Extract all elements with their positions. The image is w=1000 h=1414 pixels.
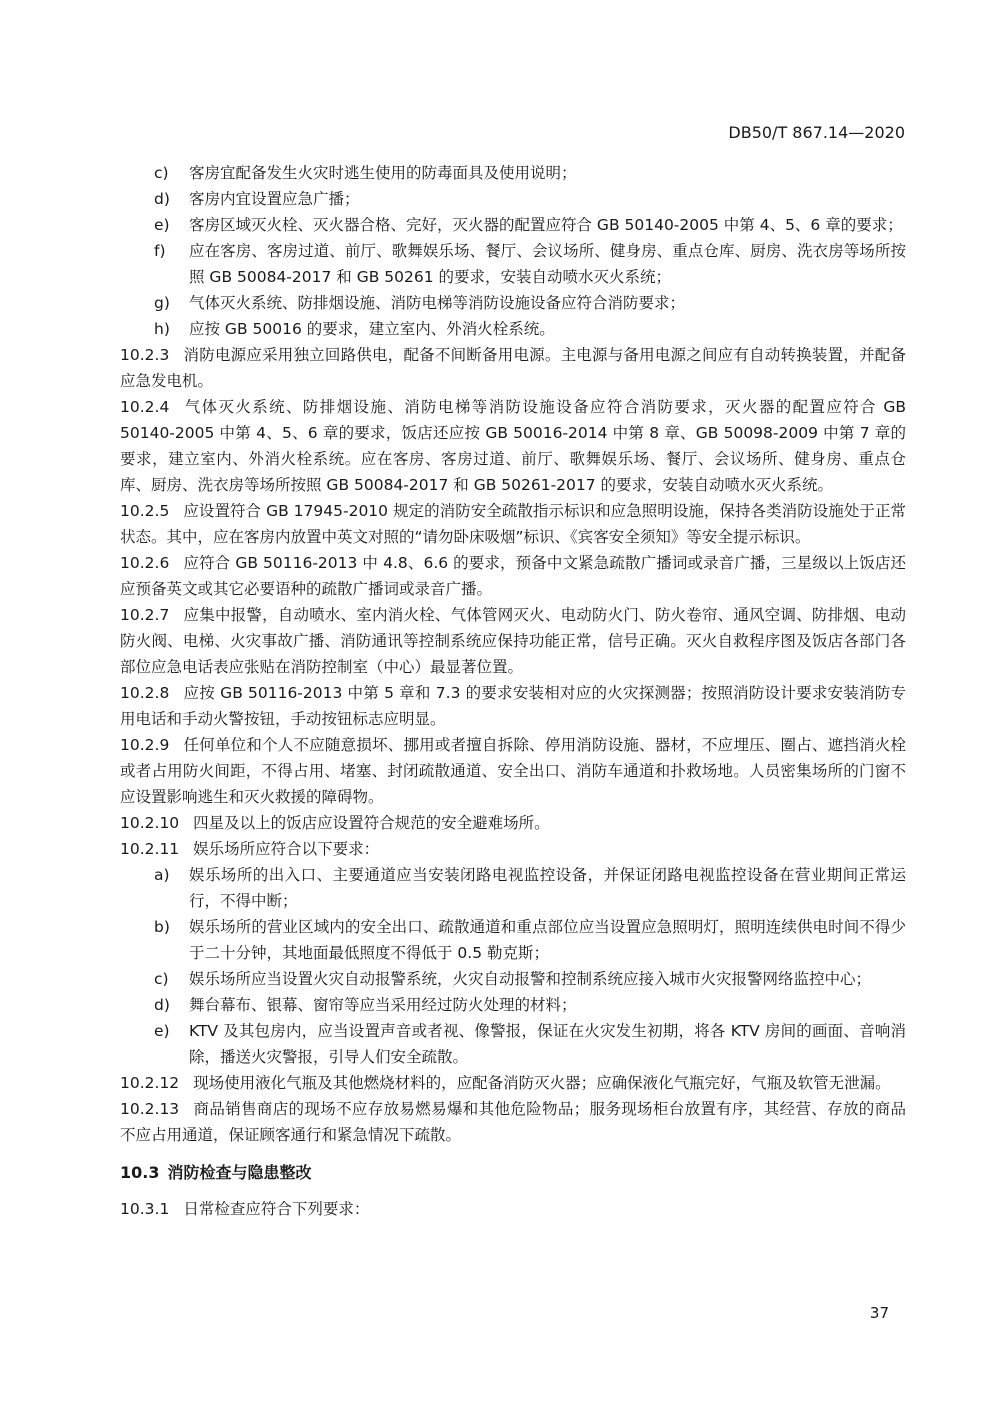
section-number: 10.3 [120,1163,160,1182]
list-block-1 [120,160,906,342]
clause-number: 10.2.6 [120,554,170,572]
clause-text: 应按 GB 50116-2013 中第 5 章和 7.3 的要求安装相对应的火灾探测器；按照消防设计要求安装消防专用电话和手动火警按钮，手动按钮标志应明显。 [120,684,906,728]
clause-number: 10.2.13 [120,1100,180,1118]
clause-number: 10.2.11 [120,840,180,858]
list-item-text: KTV 及其包房内，应当设置声音或者视、像警报，保证在火灾发生初期，将各 KTV 房间的画面、音响消除，播送火灾警报，引导人们安全疏散。 [189,1022,906,1066]
clause-paragraph [120,1070,906,1096]
page-number: 37 [869,1304,889,1322]
clause-text: 娱乐场所应符合以下要求： [193,840,380,858]
clause-number: 10.2.10 [120,814,180,832]
list-item-label: a) [154,866,170,884]
list-item-label: d) [154,996,170,1014]
list-item-text: 娱乐场所的营业区域内的安全出口、疏散通道和重点部位应当设置应急照明灯，照明连续供电时间不得少于二十分钟，其地面最低照度不得低于 0.5 勒克斯； [189,918,906,962]
clause-paragraph [120,342,906,394]
clause-text: 应集中报警，自动喷水、室内消火栓、气体管网灭火、电动防火门、防火卷帘、通风空调、防排烟、电动防火阀、电梯、火灾事故广播、消防通讯等控制系统应保持功能正常，信号正确。灭火自救程序图及饭店各部门各部位应急电话表应张贴在消防控制室（中心）最显著位置。 [120,606,906,676]
list-item-label: h) [154,320,170,338]
clause-number: 10.2.3 [120,346,170,364]
clause-text: 四星及以上的饭店应设置符合规范的安全避难场所。 [193,814,550,832]
clause-number: 10.3.1 [120,1200,170,1218]
list-item [120,212,906,238]
section-title: 消防检查与隐患整改 [167,1163,312,1182]
clause-text: 商品销售商店的现场不应存放易燃易爆和其他危险物品；服务现场柜台放置有序，其经营、存放的商品不应占用通道，保证顾客通行和紧急情况下疏散。 [120,1100,906,1144]
list-item [120,1018,906,1070]
document-code: DB50/T 867.14—2020 [728,123,905,142]
list-item-label: c) [154,970,169,988]
list-item-label: c) [154,164,169,182]
list-item-text: 应在客房、客房过道、前厅、歌舞娱乐场、餐厅、会议场所、健身房、重点仓库、厨房、洗衣房等场所按照 GB 50084-2017 和 GB 50261 的要求，安装自动喷水灭火系统； [189,242,906,286]
clause-paragraph [120,1096,906,1148]
list-item [120,238,906,290]
list-item-label: f) [154,242,166,260]
list-item-label: b) [154,918,170,936]
clause-text: 消防电源应采用独立回路供电，配备不间断备用电源。主电源与备用电源之间应有自动转换装置，并配备应急发电机。 [120,346,906,390]
clause-text: 现场使用液化气瓶及其他燃烧材料的，应配备消防灭火器；应确保液化气瓶完好，气瓶及软管无泄漏。 [193,1074,891,1092]
list-item-text: 客房内宜设置应急广播； [189,190,360,208]
list-item-text: 气体灭火系统、防排烟设施、消防电梯等消防设施设备应符合消防要求； [189,294,686,312]
clause-block-2 [120,1070,906,1148]
list-item-text: 应按 GB 50016 的要求，建立室内、外消火栓系统。 [189,320,555,338]
clause-paragraph [120,680,906,732]
clause-paragraph [120,394,906,498]
clause-number: 10.2.4 [120,398,170,416]
document-body [120,160,906,1222]
clause-text: 应符合 GB 50116-2013 中 4.8、6.6 的要求，预备中文紧急疏散广播词或录音广播，三星级以上饭店还应预备英文或其它必要语种的疏散广播词或录音广播。 [120,554,906,598]
clause-text: 气体灭火系统、防排烟设施、消防电梯等消防设施设备应符合消防要求，灭火器的配置应符合 GB 50140-2005 中第 4、5、6 章的要求，饭店还应按 GB 50016-2014 中第 8 章、GB 50098-2009 中第 7 章的要求，建立室内、外消火栓系统。应在客房、客房过道、前厅、歌舞娱乐场、餐厅、会议场所、健身房、重点仓库、厨房、洗衣房等场所按照 GB 50084-2017 和 GB 50261-2017 的要求，安装自动喷水灭火系统。 [120,398,906,494]
clause-paragraph [120,732,906,810]
section-heading [120,1160,906,1186]
clause-paragraph [120,498,906,550]
clause-10-3-1 [120,1196,906,1222]
clause-number: 10.2.5 [120,502,170,520]
list-item [120,290,906,316]
list-item [120,186,906,212]
list-item-text: 客房宜配备发生火灾时逃生使用的防毒面具及使用说明； [189,164,577,182]
clause-number: 10.2.7 [120,606,170,624]
list-item-label: g) [154,294,170,312]
list-item [120,992,906,1018]
clause-text: 应设置符合 GB 17945-2010 规定的消防安全疏散指示标识和应急照明设施，保持各类消防设施处于正常状态。其中，应在客房内放置中英文对照的“请勿卧床吸烟”标识、《宾客安全须知》等安全提示标识。 [120,502,906,546]
list-item [120,160,906,186]
clause-paragraph [120,810,906,836]
list-item-label: e) [154,216,170,234]
list-item-text: 娱乐场所应当设置火灾自动报警系统，火灾自动报警和控制系统应接入城市火灾报警网络监控中心； [189,970,872,988]
list-item [120,316,906,342]
clause-text: 任何单位和个人不应随意损坏、挪用或者擅自拆除、停用消防设施、器材，不应埋压、圈占、遮挡消火栓或者占用防火间距，不得占用、堵塞、封闭疏散通道、安全出口、消防车通道和扑救场地。人员密集场所的门窗不应设置影响逃生和灭火救援的障碍物。 [120,736,906,806]
list-item-text: 客房区域灭火栓、灭火器合格、完好，灭火器的配置应符合 GB 50140-2005 中第 4、5、6 章的要求； [189,216,903,234]
clause-paragraph [120,836,906,862]
clause-number: 10.2.12 [120,1074,180,1092]
clause-paragraph [120,550,906,602]
clause-number: 10.2.9 [120,736,170,754]
list-item [120,966,906,992]
list-item [120,914,906,966]
list-item-text: 舞台幕布、银幕、窗帘等应当采用经过防火处理的材料； [189,996,577,1014]
list-block-2 [120,862,906,1070]
clause-text: 日常检查应符合下列要求： [183,1200,370,1218]
list-item-label: e) [154,1022,170,1040]
list-item-text: 娱乐场所的出入口、主要通道应当安装闭路电视监控设备，并保证闭路电视监控设备在营业期间正常运行，不得中断； [189,866,906,910]
list-item [120,862,906,914]
list-item-label: d) [154,190,170,208]
clause-number: 10.2.8 [120,684,170,702]
clause-paragraph [120,602,906,680]
clause-block-1 [120,342,906,862]
